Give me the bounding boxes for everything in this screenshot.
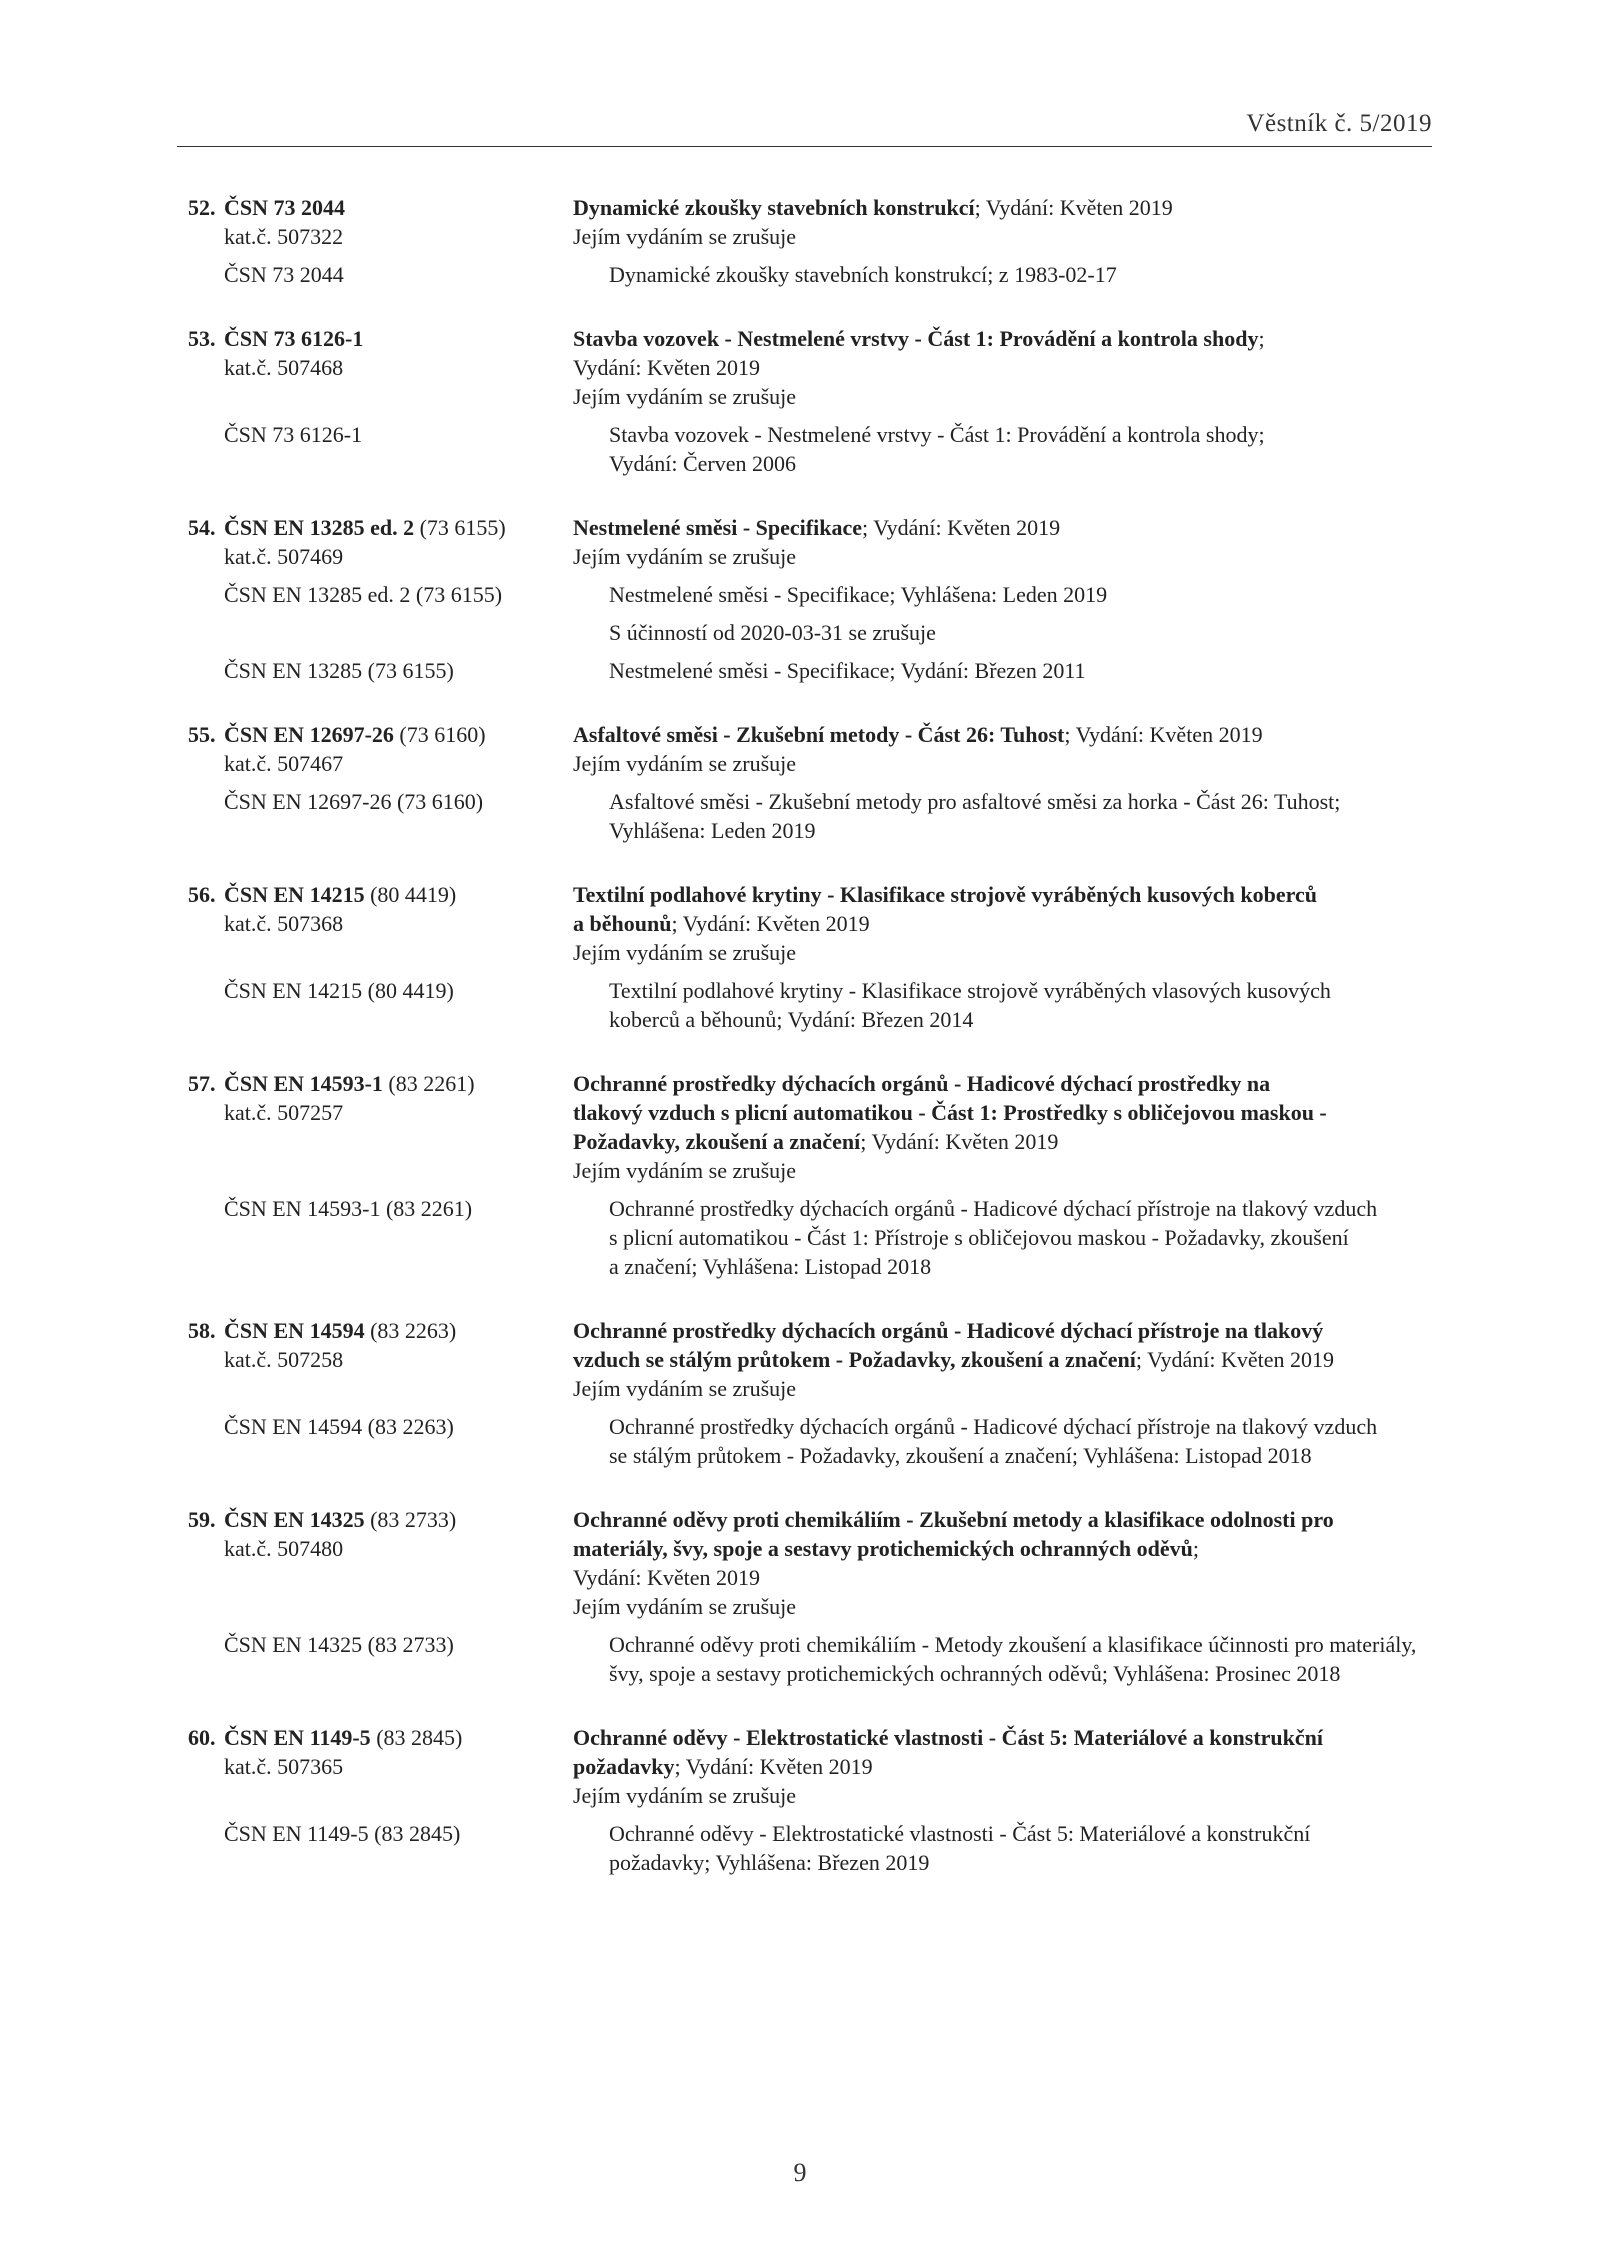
entry-codes <box>188 720 573 778</box>
standard-title: tlakový vzduch s plicní automatikou - Část 1: Prostředky s obličejovou maskou - <box>573 1100 1327 1125</box>
title-line <box>573 1098 1438 1127</box>
superseded-line: Textilní podlahové krytiny - Klasifikace strojově vyráběných vlasových kusových <box>609 978 1331 1003</box>
superseded-standard-row <box>188 787 1438 845</box>
superseded-standard-row <box>188 976 1438 1034</box>
standard-title: materiály, švy, spoje a sestavy protichemických ochranných oděvů <box>573 1536 1193 1561</box>
standard-title: Nestmelené směsi - Specifikace <box>573 515 862 540</box>
catalog-number: kat.č. 507258 <box>224 1347 344 1372</box>
cancellation-note: Jejím vydáním se zrušuje <box>573 1376 797 1401</box>
title-line <box>573 1127 1438 1156</box>
standard-code-line <box>188 1069 573 1098</box>
title-tail: ; Vydání: Květen 2019 <box>861 515 1061 540</box>
standard-title: Ochranné prostředky dýchacích orgánů - Hadicové dýchací prostředky na <box>573 1071 1271 1096</box>
standard-code-line <box>188 1723 573 1752</box>
standard-entry <box>188 193 1438 289</box>
superseded-line: požadavky; Vyhlášena: Březen 2019 <box>609 1850 930 1875</box>
entry-number: 56. <box>188 882 216 907</box>
title-tail: ; Vydání: Květen 2019 <box>671 911 870 936</box>
superseded-code: ČSN EN 14593-1 (83 2261) <box>224 1196 473 1221</box>
cancellation-note: Jejím vydáním se zrušuje <box>573 384 797 409</box>
entry-description <box>573 1723 1438 1810</box>
entry-main-row <box>188 1723 1438 1810</box>
catalog-number: kat.č. 507368 <box>224 911 344 936</box>
superseded-description <box>609 618 1438 647</box>
superseded-line: a značení; Vyhlášena: Listopad 2018 <box>609 1254 932 1279</box>
standard-title: Ochranné oděvy - Elektrostatické vlastnosti - Část 5: Materiálové a konstrukční <box>573 1725 1323 1750</box>
entry-codes <box>188 193 573 251</box>
entry-main-row <box>188 720 1438 778</box>
superseded-standard-row <box>188 1412 1438 1470</box>
superseded-line: Stavba vozovek - Nestmelené vrstvy - Část 1: Provádění a kontrola shody; <box>609 422 1265 447</box>
entry-description <box>573 880 1438 967</box>
standard-code-line <box>188 513 573 542</box>
entry-description <box>573 1505 1438 1621</box>
entry-main-row <box>188 880 1438 967</box>
superseded-standard-row <box>188 1630 1438 1688</box>
standard-title: Stavba vozovek - Nestmelené vrstvy - Část 1: Provádění a kontrola shody <box>573 326 1259 351</box>
superseded-line: s plicní automatikou - Část 1: Přístroje s obličejovou maskou - Požadavky, zkoušení <box>609 1225 1349 1250</box>
standard-entry <box>188 513 1438 685</box>
standard-title: Asfaltové směsi - Zkušební metody - Část 26: Tuhost <box>573 722 1065 747</box>
standard-entry <box>188 1723 1438 1877</box>
superseded-description <box>609 420 1438 478</box>
superseded-code: ČSN EN 14215 (80 4419) <box>224 978 454 1003</box>
entry-codes <box>188 1069 573 1127</box>
standard-entry <box>188 1505 1438 1688</box>
standard-entry <box>188 1069 1438 1281</box>
standard-code-line <box>188 324 573 353</box>
entry-codes <box>188 513 573 571</box>
standard-code: ČSN 73 2044 <box>224 195 346 220</box>
title-line <box>573 720 1438 749</box>
standard-code-line <box>188 1505 573 1534</box>
entry-number: 54. <box>188 515 216 540</box>
entry-description <box>573 1069 1438 1185</box>
standard-class-code: (73 6160) <box>393 722 486 747</box>
title-tail: ; <box>1192 1536 1199 1561</box>
entry-codes <box>188 1505 573 1563</box>
standard-class-code: (83 2261) <box>382 1071 475 1096</box>
superseded-code: ČSN 73 2044 <box>224 262 344 287</box>
standard-title: Textilní podlahové krytiny - Klasifikace strojově vyráběných kusových koberců <box>573 882 1317 907</box>
entry-number: 60. <box>188 1725 216 1750</box>
title-line <box>573 324 1438 353</box>
standard-code: ČSN 73 6126-1 <box>224 326 364 351</box>
title-line <box>573 1534 1438 1563</box>
title-line <box>573 1723 1438 1752</box>
title-line <box>573 193 1438 222</box>
catalog-number: kat.č. 507467 <box>224 751 344 776</box>
title-tail: ; Vydání: Květen 2019 <box>860 1129 1059 1154</box>
standard-code-line <box>188 880 573 909</box>
entry-description <box>573 193 1438 251</box>
standard-code: ČSN EN 14325 <box>224 1507 365 1532</box>
cancellation-note: Jejím vydáním se zrušuje <box>573 751 797 776</box>
entry-main-row <box>188 193 1438 251</box>
superseded-line: Nestmelené směsi - Specifikace; Vydání: Březen 2011 <box>609 658 1086 683</box>
issue-info: Vydání: Květen 2019 <box>573 1565 760 1590</box>
superseded-code: ČSN EN 14594 (83 2263) <box>224 1414 454 1439</box>
superseded-line: Ochranné oděvy proti chemikáliím - Metody zkoušení a klasifikace účinnosti pro materiály, <box>609 1632 1417 1657</box>
superseded-line: Asfaltové směsi - Zkušební metody pro asfaltové směsi za horka - Část 26: Tuhost; <box>609 789 1341 814</box>
title-tail: ; Vydání: Květen 2019 <box>674 1754 873 1779</box>
page-header <box>177 110 1432 147</box>
superseded-standard-row <box>188 420 1438 478</box>
superseded-code: ČSN EN 13285 ed. 2 (73 6155) <box>224 582 503 607</box>
entry-number: 59. <box>188 1507 216 1532</box>
superseded-standard-row <box>188 580 1438 609</box>
entry-codes <box>188 1723 573 1781</box>
superseded-line: Ochranné prostředky dýchacích orgánů - Hadicové dýchací přístroje na tlakový vzduch <box>609 1414 1378 1439</box>
cancellation-note: Jejím vydáním se zrušuje <box>573 940 797 965</box>
standard-entry <box>188 880 1438 1034</box>
entry-description <box>573 720 1438 778</box>
entry-main-row <box>188 1505 1438 1621</box>
standard-entry <box>188 720 1438 845</box>
standard-code: ČSN EN 13285 ed. 2 <box>224 515 415 540</box>
entry-main-row <box>188 1316 1438 1403</box>
title-line <box>573 880 1438 909</box>
standard-title: Dynamické zkoušky stavebních konstrukcí <box>573 195 975 220</box>
catalog-number: kat.č. 507257 <box>224 1100 344 1125</box>
standard-code: ČSN EN 1149-5 <box>224 1725 371 1750</box>
journal-title: Věstník č. 5/2019 <box>1246 110 1432 137</box>
title-line <box>573 1752 1438 1781</box>
superseded-standard-row <box>188 656 1438 685</box>
superseded-description <box>609 1819 1438 1877</box>
standard-code-line <box>188 1316 573 1345</box>
superseded-line: švy, spoje a sestavy protichemických ochranných oděvů; Vyhlášena: Prosinec 2018 <box>609 1661 1341 1686</box>
entry-main-row <box>188 324 1438 411</box>
superseded-code: ČSN EN 12697-26 (73 6160) <box>224 789 484 814</box>
catalog-number: kat.č. 507468 <box>224 355 344 380</box>
standard-entry <box>188 324 1438 478</box>
standard-code: ČSN EN 14215 <box>224 882 365 907</box>
title-tail: ; Vydání: Květen 2019 <box>974 195 1173 220</box>
superseded-line: koberců a běhounů; Vydání: Březen 2014 <box>609 1007 974 1032</box>
standards-list <box>188 193 1438 1912</box>
entry-description <box>573 513 1438 571</box>
standard-title: vzduch se stálým průtokem - Požadavky, zkoušení a značení <box>573 1347 1136 1372</box>
catalog-number: kat.č. 507469 <box>224 544 344 569</box>
superseded-line: Ochranné prostředky dýchacích orgánů - Hadicové dýchací přístroje na tlakový vzduch <box>609 1196 1378 1221</box>
title-line <box>573 909 1438 938</box>
standard-code: ČSN EN 14593-1 <box>224 1071 383 1096</box>
superseded-description <box>609 976 1438 1034</box>
superseded-description <box>609 1412 1438 1470</box>
page-number: 9 <box>793 2158 807 2187</box>
superseded-description <box>609 1194 1438 1281</box>
standard-title: Ochranné prostředky dýchacích orgánů - Hadicové dýchací přístroje na tlakový <box>573 1318 1324 1343</box>
title-line <box>573 1316 1438 1345</box>
title-line <box>573 1069 1438 1098</box>
title-line <box>573 1505 1438 1534</box>
superseded-description <box>609 1630 1438 1688</box>
entry-description <box>573 324 1438 411</box>
catalog-number: kat.č. 507480 <box>224 1536 344 1561</box>
superseded-line: se stálým průtokem - Požadavky, zkoušení a značení; Vyhlášena: Listopad 2018 <box>609 1443 1312 1468</box>
superseded-code: ČSN EN 14325 (83 2733) <box>224 1632 454 1657</box>
cancellation-note: Jejím vydáním se zrušuje <box>573 1158 797 1183</box>
title-line <box>573 1345 1438 1374</box>
standard-class-code: (80 4419) <box>364 882 457 907</box>
entry-description <box>573 1316 1438 1403</box>
standard-code: ČSN EN 14594 <box>224 1318 365 1343</box>
superseded-code: ČSN EN 1149-5 (83 2845) <box>224 1821 461 1846</box>
cancellation-note: Jejím vydáním se zrušuje <box>573 1594 797 1619</box>
superseded-code: ČSN 73 6126-1 <box>224 422 363 447</box>
entry-number: 58. <box>188 1318 216 1343</box>
standard-title: a běhounů <box>573 911 672 936</box>
superseded-code: ČSN EN 13285 (73 6155) <box>224 658 454 683</box>
superseded-line: Ochranné oděvy - Elektrostatické vlastnosti - Část 5: Materiálové a konstrukční <box>609 1821 1311 1846</box>
cancellation-note: Jejím vydáním se zrušuje <box>573 224 797 249</box>
standard-entry <box>188 1316 1438 1470</box>
superseded-standard-row <box>188 1194 1438 1281</box>
entry-number: 57. <box>188 1071 216 1096</box>
title-tail: ; Vydání: Květen 2019 <box>1135 1347 1335 1372</box>
entry-codes <box>188 880 573 938</box>
catalog-number: kat.č. 507365 <box>224 1754 344 1779</box>
cancellation-note: Jejím vydáním se zrušuje <box>573 544 797 569</box>
superseded-line: Dynamické zkoušky stavebních konstrukcí; z 1983-02-17 <box>609 262 1117 287</box>
catalog-number: kat.č. 507322 <box>224 224 344 249</box>
standard-code-line <box>188 193 573 222</box>
superseded-description <box>609 580 1438 609</box>
superseded-standard-row <box>188 260 1438 289</box>
title-tail: ; Vydání: Květen 2019 <box>1064 722 1263 747</box>
superseded-description <box>609 656 1438 685</box>
cancellation-note: Jejím vydáním se zrušuje <box>573 1783 797 1808</box>
entry-number: 55. <box>188 722 216 747</box>
superseded-line: S účinností od 2020-03-31 se zrušuje <box>609 620 936 645</box>
superseded-description <box>609 787 1438 845</box>
entry-codes <box>188 1316 573 1374</box>
title-tail: ; <box>1258 326 1265 351</box>
superseded-line: Nestmelené směsi - Specifikace; Vyhlášena: Leden 2019 <box>609 582 1108 607</box>
entry-main-row <box>188 513 1438 571</box>
standard-class-code: (83 2263) <box>364 1318 457 1343</box>
superseded-standard-row <box>188 1819 1438 1877</box>
standard-title: Ochranné oděvy proti chemikáliím - Zkušební metody a klasifikace odolnosti pro <box>573 1507 1334 1532</box>
standard-class-code: (83 2845) <box>370 1725 463 1750</box>
standard-title: Požadavky, zkoušení a značení <box>573 1129 861 1154</box>
title-line <box>573 513 1438 542</box>
superseded-line: Vyhlášena: Leden 2019 <box>609 818 816 843</box>
issue-info: Vydání: Květen 2019 <box>573 355 760 380</box>
standard-class-code: (73 6155) <box>414 515 506 540</box>
standard-class-code: (83 2733) <box>364 1507 457 1532</box>
standard-code: ČSN EN 12697-26 <box>224 722 394 747</box>
standard-title: požadavky <box>573 1754 675 1779</box>
entry-number: 52. <box>188 195 216 220</box>
standard-code-line <box>188 720 573 749</box>
entry-codes <box>188 324 573 382</box>
superseded-description <box>609 260 1438 289</box>
entry-number: 53. <box>188 326 216 351</box>
superseded-standard-row <box>188 618 1438 647</box>
superseded-line: Vydání: Červen 2006 <box>609 451 796 476</box>
entry-main-row <box>188 1069 1438 1185</box>
